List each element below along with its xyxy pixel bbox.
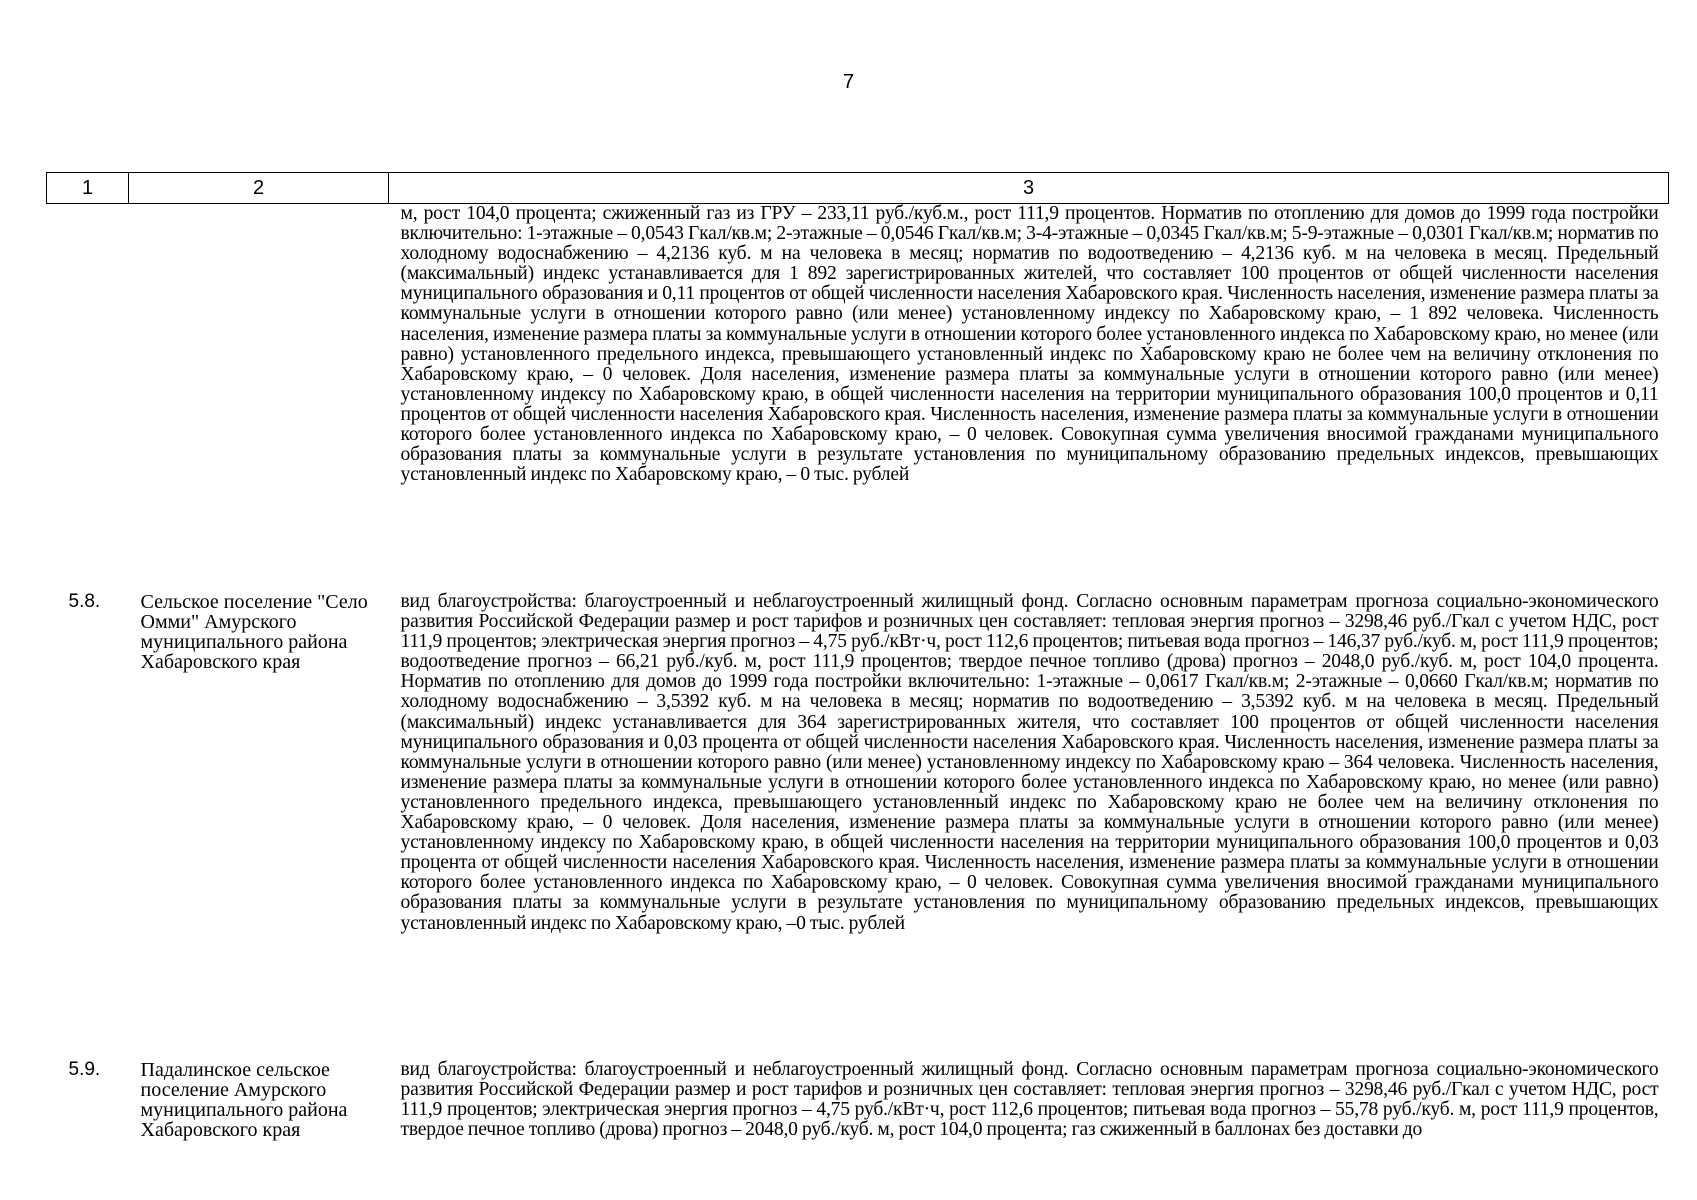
table-row — [47, 1054, 1669, 1150]
municipality-name: Сельское поселение "Село Омми" Амурского муниципального района Хабаровского края — [140, 591, 368, 673]
row-number: 5.8. — [68, 591, 101, 612]
municipality-name — [129, 204, 389, 587]
column-header-1: 1 — [47, 173, 129, 204]
column-header-2: 2 — [129, 173, 389, 204]
page-number: 7 — [842, 71, 855, 93]
municipality-name: Падалинское сельское поселение Амурского муниципального района Хабаровского края — [140, 1059, 348, 1141]
table-row — [47, 586, 1669, 1054]
table-row — [47, 204, 1669, 587]
row-description: вид благоустройства: благоустроенный и неблагоустроенный жилищный фонд. Согласно основным параметрам прогноза социально-экономического развития Российской Федерации размер и рост тарифов и розничных цен составляет: тепловая энергия прогноз – 3298,46 руб./Гкал с учетом НДС, рост 111,9 процентов; электрическая энергия прогноз – 4,75 руб./кВт·ч, рост 112,6 процентов; питьевая вода прогноз – 55,78 руб./куб. м, рост 111,9 процентов, твердое печное топливо (дрова) прогноз – 2048,0 руб./куб. м, рост 104,0 процента; газ сжиженный в баллонах без доставки до — [400, 1059, 1659, 1141]
tariff-table — [46, 172, 1669, 1150]
row-description: м, рост 104,0 процента; сжиженный газ из ГРУ – 233,11 руб./куб.м., рост 111,9 процентов. Норматив по отоплению для домов до 1999 года постройки включительно: 1-этажные – 0,0543 Гкал/кв.м; 2-этажные – 0,0546 Гкал/кв.м; 3-4-этажные – 0,0345 Гкал/кв.м; 5-9-этажные – 0,0301 Гкал/кв.м; норматив по холодному водоснабжению – 4,2136 куб. м на человека в месяц; норматив по водоотведению – 4,2136 куб. м на человека в месяц. Предельный (максимальный) индекс устанавливается для 1 892 зарегистрированных жителей, что составляет 100 процентов от общей численности населения муниципального образования и 0,11 процентов от общей численности населения Хабаровского края. Численность населения, изменение размера платы за коммунальные услуги в отношении которого равно (или менее) установленному индексу по Хабаровскому краю, – 1 892 человека. Численность населения, изменение размера платы за коммунальные услуги в отношении которого более установленного индекса по Хабаровскому краю, но менее (или равно) установленного предельного индекса, превышающего установленный индекс по Хабаровскому краю не более чем на величину отклонения по Хабаровскому краю, – 0 человек. Доля населения, изменение размера платы за коммунальные услуги в отношении которого равно (или менее) установленному индексу по Хабаровскому краю, в общей численности населения на территории муниципального образования 100,0 процентов и 0,11 процентов от общей численности населения Хабаровского края. Численность населения, изменение размера платы за коммунальные услуги в отношении которого более установленного индекса по Хабаровскому краю, – 0 человек. Совокупная сумма увеличения вносимой гражданами муниципального образования платы за коммунальные услуги в результате установления по муниципальному образованию предельных индексов, превышающих установленный индекс по Хабаровскому краю, – 0 тыс. рублей — [400, 203, 1659, 486]
table-header-row — [47, 173, 1669, 204]
row-description: вид благоустройства: благоустроенный и неблагоустроенный жилищный фонд. Согласно основным параметрам прогноза социально-экономического развития Российской Федерации размер и рост тарифов и розничных цен составляет: тепловая энергия прогноз – 3298,46 руб./Гкал с учетом НДС, рост 111,9 процентов; электрическая энергия прогноз – 4,75 руб./кВт·ч, рост 112,6 процентов; питьевая вода прогноз – 146,37 руб./куб. м, рост 111,9 процентов; водоотведение прогноз – 66,21 руб./куб. м, рост 111,9 процентов; твердое печное топливо (дрова) прогноз – 2048,0 руб./куб. м, рост 104,0 процента. Норматив по отоплению для домов до 1999 года постройки включительно: 1-этажные – 0,0617 Гкал/кв.м; 2-этажные – 0,0660 Гкал/кв.м; норматив по холодному водоснабжению – 3,5392 куб. м на человека в месяц; норматив по водоотведению – 3,5392 куб. м на человека в месяц. Предельный (максимальный) индекс устанавливается для 364 зарегистрированных жителя, что составляет 100 процентов от общей численности населения муниципального образования и 0,03 процента от общей численности населения Хабаровского края. Численность населения, изменение размера платы за коммунальные услуги в отношении которого равно (или менее) установленному индексу по Хабаровскому краю – 364 человека. Численность населения, изменение размера платы за коммунальные услуги в отношении которого более установленного индекса по Хабаровскому краю, но менее (или равно) установленного предельного индекса, превышающего установленный индекс по Хабаровскому краю не более чем на величину отклонения по Хабаровскому краю, – 0 человек. Доля населения, изменение размера платы за коммунальные услуги в отношении которого равно (или менее) установленному индексу по Хабаровскому краю, в общей численности населения на территории муниципального образования 100,0 процентов и 0,03 процента от общей численности населения Хабаровского края. Численность населения, изменение размера платы за коммунальные услуги в отношении которого более установленного индекса по Хабаровскому краю, – 0 человек. Совокупная сумма увеличения вносимой гражданами муниципального образования платы за коммунальные услуги в результате установления по муниципальному образованию предельных индексов, превышающих установленный индекс по Хабаровскому краю, –0 тыс. рублей — [400, 591, 1659, 934]
column-header-3: 3 — [389, 173, 1669, 204]
row-number — [47, 204, 129, 587]
row-number: 5.9. — [68, 1059, 101, 1080]
